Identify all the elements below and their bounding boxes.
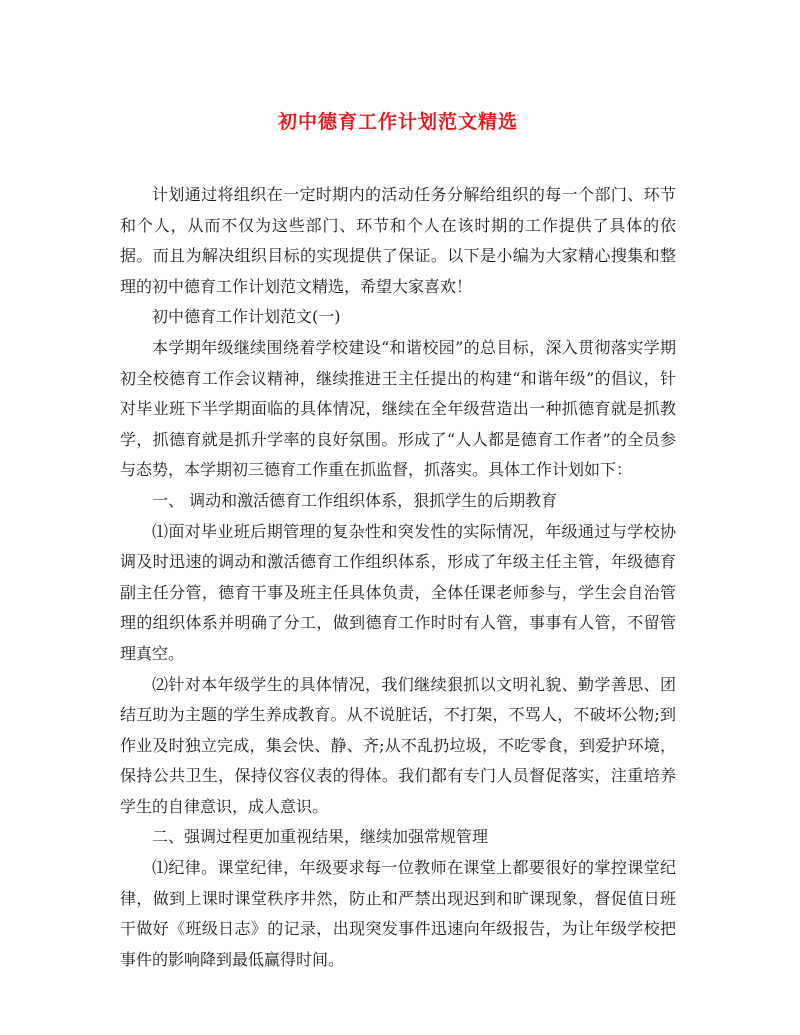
body-paragraph: 本学期年级继续围绕着学校建设“和谐校园”的总目标，深入贯彻落实学期初全校德育工作会议精神，继续推进王主任提出的构建“和谐年级”的倡议，针对毕业班下半学期面临的具体情况，继续在全年级营造出一种抓德育就是抓教学，抓德育就是抓升学率的良好氛围。形成了“人人都是德育工作者”的全员参与态势，本学期初三德育工作重在抓监督，抓落实。具体工作计划如下：: [120, 337, 676, 480]
document-body: [120, 180, 676, 975]
section-heading: 初中德育工作计划范文(一): [152, 307, 341, 327]
document-title: 初中德育工作计划范文精选: [277, 111, 518, 133]
body-paragraph: ⑵针对本年级学生的具体情况，我们继续狠抓以文明礼貌、勤学善思、团结互助为主题的学生养成教育。从不说脏话，不打架，不骂人，不破坏公物;到作业及时独立完成，集会快、静、齐;从不乱扔垃圾，不吃零食，到爱护环境，保持公共卫生，保持仪容仪表的得体。我们都有专门人员督促落实，注重培养学生的自律意识，成人意识。: [120, 674, 676, 816]
intro-paragraph: 计划通过将组织在一定时期内的活动任务分解给组织的每一个部门、环节和个人，从而不仅为这些部门、环节和个人在该时期的工作提供了具体的依据。而且为解决组织目标的实现提供了保证。以下是小编为大家精心搜集和整理的初中德育工作计划范文精选，希望大家喜欢！: [120, 185, 676, 296]
section-heading: 一、 调动和激活德育工作组织体系，狠抓学生的后期教育: [152, 490, 558, 510]
section-heading: 二、强调过程更加重视结果，继续加强常规管理: [152, 827, 489, 847]
body-paragraph: ⑴面对毕业班后期管理的复杂性和突发性的实际情况，年级通过与学校协调及时迅速的调动和激活德育工作组织体系，形成了年级主任主管，年级德育副主任分管，德育干事及班主任具体负责，全体任课老师参与，学生会自治管理的组织体系并明确了分工，做到德育工作时时有人管，事事有人管，不留管理真空。: [120, 521, 676, 663]
body-paragraph: ⑴纪律。课堂纪律，年级要求每一位教师在课堂上都要很好的掌控课堂纪律，做到上课时课堂秩序井然，防止和严禁出现迟到和旷课现象，督促值日班干做好《班级日志》的记录，出现突发事件迅速向年级报告，为让年级学校把事件的影响降到最低赢得时间。: [120, 858, 676, 969]
